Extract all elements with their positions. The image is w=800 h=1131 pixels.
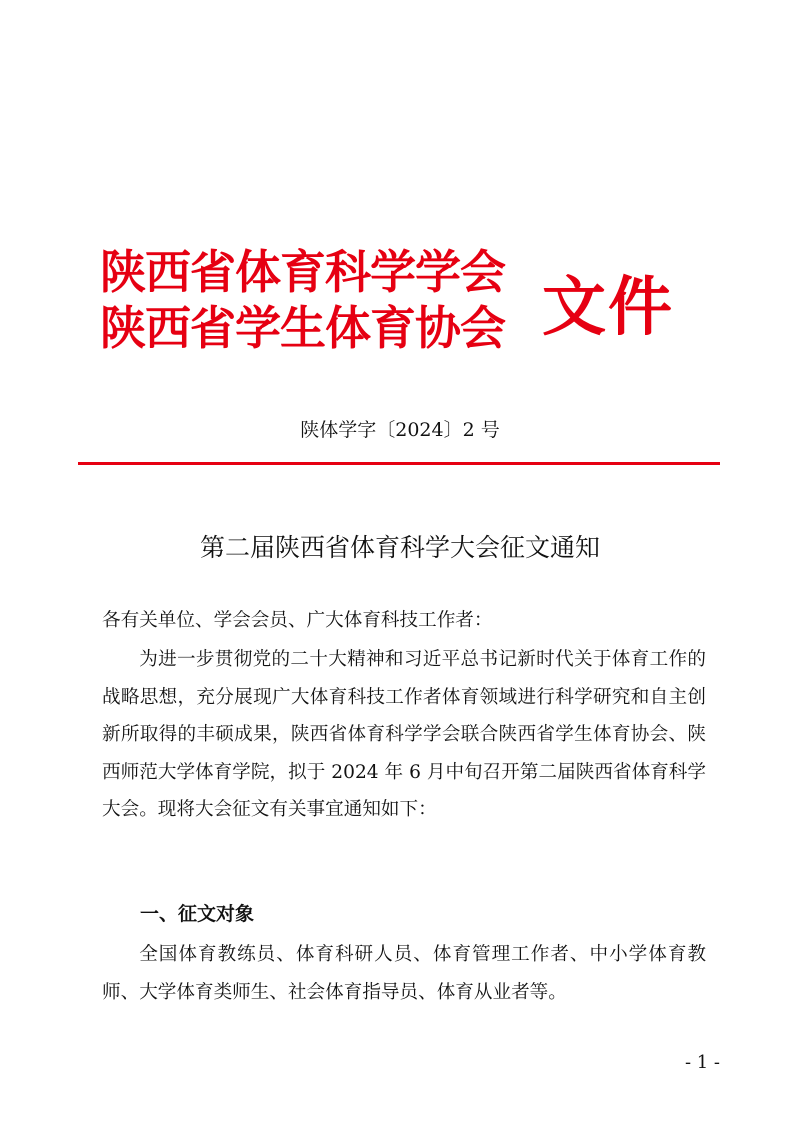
body-paragraph: 为进一步贯彻党的二十大精神和习近平总书记新时代关于体育工作的战略思想，充分展现广大体育科技工作者体育领域进行科学研究和自主创新所取得的丰硕成果，陕西省体育科学学会联合陕西省学生体育协会、陕西师范大学体育学院，拟于 2024 年 6 月中旬召开第二届陕西省体育科学大会。现将大会征文有关事宜通知如下： (102, 649, 706, 820)
document-title: 第二届陕西省体育科学大会征文通知 (199, 533, 600, 562)
issuing-organization-1: 陕西省体育科学学会 (100, 245, 505, 299)
page-number: - 1 - (684, 1052, 720, 1073)
section-paragraph: 全国体育教练员、体育科研人员、体育管理工作者、中小学体育教师、大学体育类师生、社会体育指导员、体育从业者等。 (102, 944, 706, 1003)
document-number: 陕体学字〔2024〕2 号 (300, 419, 500, 441)
document-masthead (100, 244, 700, 374)
red-divider-line (78, 462, 720, 465)
salutation: 各有关单位、学会会员、广大体育科技工作者： (102, 610, 493, 631)
section-heading: 一、征文对象 (140, 903, 255, 925)
issuing-organization-2: 陕西省学生体育协会 (100, 301, 505, 355)
document-type-label: 文件 (542, 271, 674, 345)
